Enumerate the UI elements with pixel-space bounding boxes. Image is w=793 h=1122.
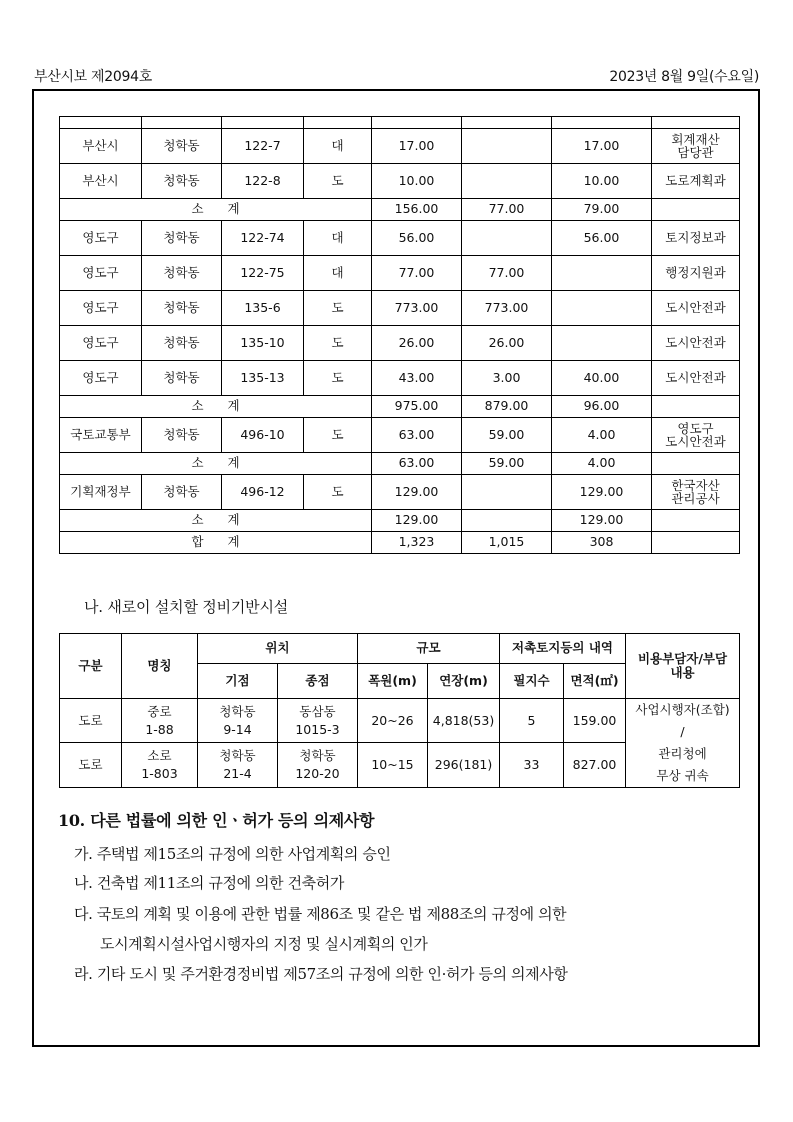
managing-dept-cell: 도시안전과 <box>652 361 740 396</box>
land-category-cell: 도 <box>304 361 372 396</box>
area-cell: 10.00 <box>372 164 462 199</box>
area-b-cell <box>552 326 652 361</box>
area-a-cell: 59.00 <box>462 418 552 453</box>
area-b-cell: 4.00 <box>552 418 652 453</box>
area-b-cell: 40.00 <box>552 361 652 396</box>
dong-cell: 청학동 <box>142 221 222 256</box>
area-cell: 63.00 <box>372 418 462 453</box>
area-b-cell: 56.00 <box>552 221 652 256</box>
owner-cell: 영도구 <box>60 256 142 291</box>
lot-number-cell: 496-10 <box>222 418 304 453</box>
header-length: 연장(m) <box>428 664 500 699</box>
lot-number-cell: 122-7 <box>222 129 304 164</box>
subtotal-label: 소 계 <box>60 396 372 418</box>
area-a-cell: 26.00 <box>462 326 552 361</box>
land-row <box>60 256 740 291</box>
header-scale: 규모 <box>358 634 500 664</box>
facility-end: 청학동 120-20 <box>278 743 358 787</box>
area-cell: 26.00 <box>372 326 462 361</box>
land-category-cell: 대 <box>304 256 372 291</box>
managing-dept-cell: 토지정보과 <box>652 221 740 256</box>
subtotal-dept <box>652 510 740 532</box>
lot-number-cell: 122-75 <box>222 256 304 291</box>
subtotal-row <box>60 510 740 532</box>
lot-number-cell: 135-6 <box>222 291 304 326</box>
section-10-item-ga: 가. 주택법 제15조의 규정에 의한 사업계획의 승인 <box>74 845 391 863</box>
land-category-cell: 대 <box>304 129 372 164</box>
subtotal-row <box>60 453 740 475</box>
facility-area: 159.00 <box>564 699 626 743</box>
land-table <box>59 116 740 554</box>
subtotal-a: 879.00 <box>462 396 552 418</box>
subtotal-dept <box>652 396 740 418</box>
section-10-item-da: 다. 국토의 계획 및 이용에 관한 법률 제86조 및 같은 법 제88조의 규정에 의한 <box>74 905 567 923</box>
area-a-cell <box>462 475 552 510</box>
facility-end: 동삼동 1015-3 <box>278 699 358 743</box>
managing-dept-cell: 도시안전과 <box>652 291 740 326</box>
dong-cell: 청학동 <box>142 326 222 361</box>
area-a-cell <box>462 164 552 199</box>
gazette-issue: 부산시보 제2094호 <box>34 69 152 85</box>
owner-cell: 기획재정부 <box>60 475 142 510</box>
dong-cell: 청학동 <box>142 418 222 453</box>
section-10-item-ra: 라. 기타 도시 및 주거환경정비법 제57조의 규정에 의한 인·허가 등의 의제사항 <box>74 965 568 983</box>
facility-length: 296(181) <box>428 743 500 787</box>
land-row <box>60 164 740 199</box>
managing-dept-cell: 회계재산 담당관 <box>652 129 740 164</box>
table-continuation-row <box>60 117 740 129</box>
subtotal-a: 59.00 <box>462 453 552 475</box>
managing-dept-cell: 도로계획과 <box>652 164 740 199</box>
dong-cell: 청학동 <box>142 164 222 199</box>
header-end: 종점 <box>278 664 358 699</box>
facility-type: 도로 <box>60 699 122 743</box>
dong-cell: 청학동 <box>142 256 222 291</box>
land-row <box>60 129 740 164</box>
area-b-cell: 17.00 <box>552 129 652 164</box>
section-10-item-da-continued: 도시계획시설사업시행자의 지정 및 실시계획의 인가 <box>100 935 428 953</box>
subtotal-b: 308 <box>552 532 652 554</box>
lot-number-cell: 135-10 <box>222 326 304 361</box>
owner-cell: 국토교통부 <box>60 418 142 453</box>
subtotal-row <box>60 199 740 221</box>
subtotal-row <box>60 396 740 418</box>
land-row <box>60 361 740 396</box>
header-affected-land: 저촉토지등의 내역 <box>500 634 626 664</box>
facility-length: 4,818(53) <box>428 699 500 743</box>
lot-number-cell: 122-74 <box>222 221 304 256</box>
area-cell: 773.00 <box>372 291 462 326</box>
facility-start: 청학동 21-4 <box>198 743 278 787</box>
header-width: 폭원(m) <box>358 664 428 699</box>
area-cell: 43.00 <box>372 361 462 396</box>
facility-lots: 33 <box>500 743 564 787</box>
facility-width: 10~15 <box>358 743 428 787</box>
facility-start: 청학동 9-14 <box>198 699 278 743</box>
land-row <box>60 475 740 510</box>
dong-cell: 청학동 <box>142 129 222 164</box>
subtotal-label: 소 계 <box>60 453 372 475</box>
area-a-cell: 77.00 <box>462 256 552 291</box>
facility-type: 도로 <box>60 743 122 787</box>
subtotal-label: 소 계 <box>60 199 372 221</box>
lot-number-cell: 496-12 <box>222 475 304 510</box>
area-cell: 17.00 <box>372 129 462 164</box>
subtotal-row <box>60 532 740 554</box>
area-b-cell: 10.00 <box>552 164 652 199</box>
owner-cell: 부산시 <box>60 129 142 164</box>
subtotal-area: 1,323 <box>372 532 462 554</box>
subtotal-b: 79.00 <box>552 199 652 221</box>
dong-cell: 청학동 <box>142 291 222 326</box>
header-start: 기점 <box>198 664 278 699</box>
facility-cost-note: 사업시행자(조합) / 관리청에 무상 귀속 <box>626 699 740 788</box>
subtotal-dept <box>652 453 740 475</box>
facility-lots: 5 <box>500 699 564 743</box>
dong-cell: 청학동 <box>142 475 222 510</box>
subtotal-label: 소 계 <box>60 510 372 532</box>
land-category-cell: 도 <box>304 475 372 510</box>
subtotal-dept <box>652 199 740 221</box>
area-a-cell: 773.00 <box>462 291 552 326</box>
subtotal-a: 1,015 <box>462 532 552 554</box>
header-location: 위치 <box>198 634 358 664</box>
managing-dept-cell: 행정지원과 <box>652 256 740 291</box>
subtotal-area: 63.00 <box>372 453 462 475</box>
land-row <box>60 418 740 453</box>
header-type: 구분 <box>60 634 122 699</box>
area-cell: 77.00 <box>372 256 462 291</box>
area-b-cell: 129.00 <box>552 475 652 510</box>
facility-name: 중로 1-88 <box>122 699 198 743</box>
owner-cell: 영도구 <box>60 326 142 361</box>
owner-cell: 영도구 <box>60 361 142 396</box>
issue-date: 2023년 8월 9일(수요일) <box>609 69 759 85</box>
owner-cell: 영도구 <box>60 291 142 326</box>
area-b-cell <box>552 291 652 326</box>
header-lots: 필지수 <box>500 664 564 699</box>
owner-cell: 부산시 <box>60 164 142 199</box>
section-10-item-na: 나. 건축법 제11조의 규정에 의한 건축허가 <box>74 874 344 892</box>
land-category-cell: 도 <box>304 418 372 453</box>
facility-area: 827.00 <box>564 743 626 787</box>
section-new-facilities-title: 나. 새로이 설치할 정비기반시설 <box>84 598 289 616</box>
subtotal-area: 156.00 <box>372 199 462 221</box>
managing-dept-cell: 영도구 도시안전과 <box>652 418 740 453</box>
subtotal-b: 129.00 <box>552 510 652 532</box>
header-cost-bearer: 비용부담자/부담 내용 <box>626 634 740 699</box>
subtotal-b: 4.00 <box>552 453 652 475</box>
subtotal-label: 합 계 <box>60 532 372 554</box>
page-frame <box>32 89 760 1047</box>
land-category-cell: 도 <box>304 164 372 199</box>
facility-table <box>59 633 740 788</box>
managing-dept-cell: 도시안전과 <box>652 326 740 361</box>
area-a-cell <box>462 221 552 256</box>
subtotal-area: 975.00 <box>372 396 462 418</box>
header-name: 명칭 <box>122 634 198 699</box>
subtotal-dept <box>652 532 740 554</box>
area-cell: 56.00 <box>372 221 462 256</box>
header-area: 면적(㎡) <box>564 664 626 699</box>
managing-dept-cell: 한국자산 관리공사 <box>652 475 740 510</box>
dong-cell: 청학동 <box>142 361 222 396</box>
subtotal-b: 96.00 <box>552 396 652 418</box>
land-category-cell: 대 <box>304 221 372 256</box>
lot-number-cell: 135-13 <box>222 361 304 396</box>
area-cell: 129.00 <box>372 475 462 510</box>
land-row <box>60 221 740 256</box>
facility-header-row <box>60 634 740 664</box>
subtotal-area: 129.00 <box>372 510 462 532</box>
lot-number-cell: 122-8 <box>222 164 304 199</box>
area-a-cell <box>462 129 552 164</box>
land-category-cell: 도 <box>304 291 372 326</box>
facility-row <box>60 699 740 743</box>
land-row <box>60 326 740 361</box>
subtotal-a: 77.00 <box>462 199 552 221</box>
land-row <box>60 291 740 326</box>
owner-cell: 영도구 <box>60 221 142 256</box>
land-category-cell: 도 <box>304 326 372 361</box>
section-10-title: 10. 다른 법률에 의한 인ㆍ허가 등의 의제사항 <box>58 811 375 830</box>
area-b-cell <box>552 256 652 291</box>
subtotal-a <box>462 510 552 532</box>
area-a-cell: 3.00 <box>462 361 552 396</box>
facility-name: 소로 1-803 <box>122 743 198 787</box>
facility-width: 20~26 <box>358 699 428 743</box>
